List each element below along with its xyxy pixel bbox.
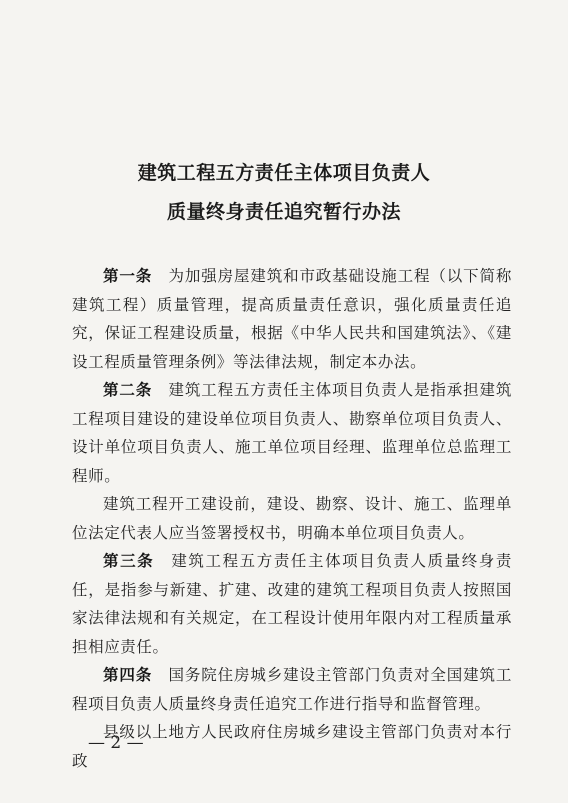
document-title-line-2: 质量终身责任追究暂行办法: [166, 201, 401, 223]
document-body: [72, 262, 512, 775]
article-4-paragraph: [72, 661, 512, 718]
article-2-continuation-paragraph: [72, 490, 512, 547]
article-1-label: 第一条: [103, 267, 153, 285]
document-title-line-1: 建筑工程五方责任主体项目负责人: [137, 162, 431, 184]
article-4-label: 第四条: [103, 666, 153, 684]
article-2-label: 第二条: [103, 381, 153, 399]
article-1-text: 为加强房屋建筑和市政基础设施工程（以下简称建筑工程）质量管理，提高质量责任意识，强化质量责任追究，保证工程建设质量，根据《中华人民共和国建筑法》、《建设工程质量管理条例》等法律法规，制定本办法。: [72, 267, 512, 371]
article-2-text: 建筑工程五方责任主体项目负责人是指承担建筑工程项目建设的建设单位项目负责人、勘察单位项目负责人、设计单位项目负责人、施工单位项目经理、监理单位总监理工程师。: [72, 381, 512, 485]
article-4-text: 国务院住房城乡建设主管部门负责对全国建筑工程项目负责人质量终身责任追究工作进行指导和监督管理。: [72, 666, 512, 713]
article-2-continuation-text: 建筑工程开工建设前，建设、勘察、设计、施工、监理单位法定代表人应当签署授权书，明确本单位项目负责人。: [72, 495, 512, 542]
spacer: [152, 267, 168, 285]
article-4-continuation-text: 县级以上地方人民政府住房城乡建设主管部门负责对本行政: [72, 723, 512, 770]
article-3-paragraph: [72, 547, 512, 661]
spacer: [152, 666, 168, 684]
spacer: [152, 381, 168, 399]
article-3-label: 第三条: [103, 552, 155, 570]
article-1-paragraph: [72, 262, 512, 376]
article-2-paragraph: [72, 376, 512, 490]
article-3-text: 建筑工程五方责任主体项目负责人质量终身责任，是指参与新建、扩建、改建的建筑工程项目负责人按照国家法律法规和有关规定，在工程设计使用年限内对工程质量承担相应责任。: [72, 552, 512, 656]
spacer: [154, 552, 171, 570]
page-number: — 2 —: [88, 733, 144, 753]
